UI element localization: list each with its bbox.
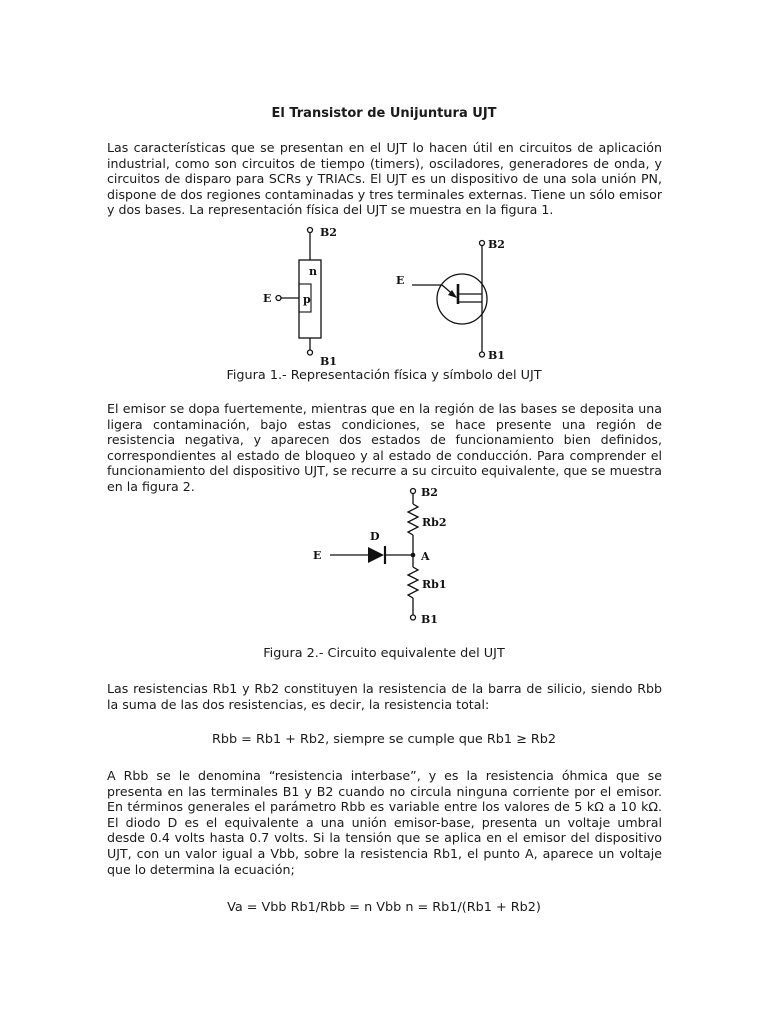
n-region-label: n xyxy=(309,265,317,278)
paragraph-intro: Las características que se presentan en el UJT lo hacen útil en circuitos de aplicación industrial, como son circuitos de tiempo (timers), osciladores, generadores de onda, y circuitos de disparo para SCRs y TRIACs. El UJT es un dispositivo de una sola unión PN, dispone de dos regiones contaminadas y tres terminales externas. Tiene un sólo emisor y dos bases. La representación física del UJT se muestra en la figura 1. xyxy=(107,140,662,218)
rb1-label: Rb1 xyxy=(422,578,447,591)
physical-b2-label: B2 xyxy=(320,226,337,239)
symbol-b1-label: B1 xyxy=(488,349,505,362)
symbol-b2-label: B2 xyxy=(488,238,505,251)
paragraph-resistances: Las resistencias Rb1 y Rb2 constituyen la resistencia de la barra de silicio, siendo Rbb la suma de las dos resistencias, es decir, la resistencia total: xyxy=(107,681,662,712)
equation-va: Va = Vbb Rb1/Rbb = n Vbb n = Rb1/(Rb1 + Rb2) xyxy=(227,900,541,915)
equation-rbb: Rbb = Rb1 + Rb2, siempre se cumple que Rb1 ≥ Rb2 xyxy=(211,732,557,747)
paragraph-emitter: El emisor se dopa fuertemente, mientras que en la región de las bases se deposita una ligera contaminación, bajo estas condiciones, se hace presente una región de resistencia negativa, y aparecen dos estados de funcionamiento bien definidos, correspondientes al estado de bloqueo y al estado de conducción. Para comprender el funcionamiento del dispositivo UJT, se recurre a su circuito equivalente, que se muestra en la figura 2. xyxy=(107,401,662,494)
circuit-e-label: E xyxy=(313,549,322,562)
figure-2-caption: Figura 2.- Circuito equivalente del UJT xyxy=(263,646,505,661)
ujt-physical-representation xyxy=(263,226,337,367)
node-a-label: A xyxy=(421,550,430,563)
diode-d-label: D xyxy=(370,530,380,543)
circuit-b1-label: B1 xyxy=(421,613,438,626)
circuit-b2-label: B2 xyxy=(421,486,438,499)
physical-e-label: E xyxy=(263,292,272,305)
figure-1-caption: Figura 1.- Representación física y símbolo del UJT xyxy=(226,368,542,383)
equivalent-circuit xyxy=(313,486,447,626)
figure-1-diagram xyxy=(250,222,510,367)
paragraph-interbase: A Rbb se le denomina “resistencia interbase”, y es la resistencia óhmica que se presenta en las terminales B1 y B2 cuando no circula ninguna corriente por el emisor. En términos generales el parámetro Rbb es variable entre los valores de 5 kΩ a 10 kΩ. El diodo D es el equivalente a una unión emisor-base, presenta un voltaje umbral desde 0.4 volts hasta 0.7 volts. Si la tensión que se aplica en el emisor del dispositivo UJT, con un valor igual a Vbb, sobre la resistencia Rb1, el punto A, aparece un voltaje que lo determina la ecuación; xyxy=(107,768,662,877)
ujt-symbol xyxy=(396,238,505,362)
physical-b1-label: B1 xyxy=(320,355,337,367)
symbol-e-label: E xyxy=(396,274,405,287)
figure-2-diagram xyxy=(308,484,458,629)
document-title: El Transistor de Unijuntura UJT xyxy=(271,106,497,121)
rb2-label: Rb2 xyxy=(422,516,447,529)
p-region-label: p xyxy=(303,293,311,306)
